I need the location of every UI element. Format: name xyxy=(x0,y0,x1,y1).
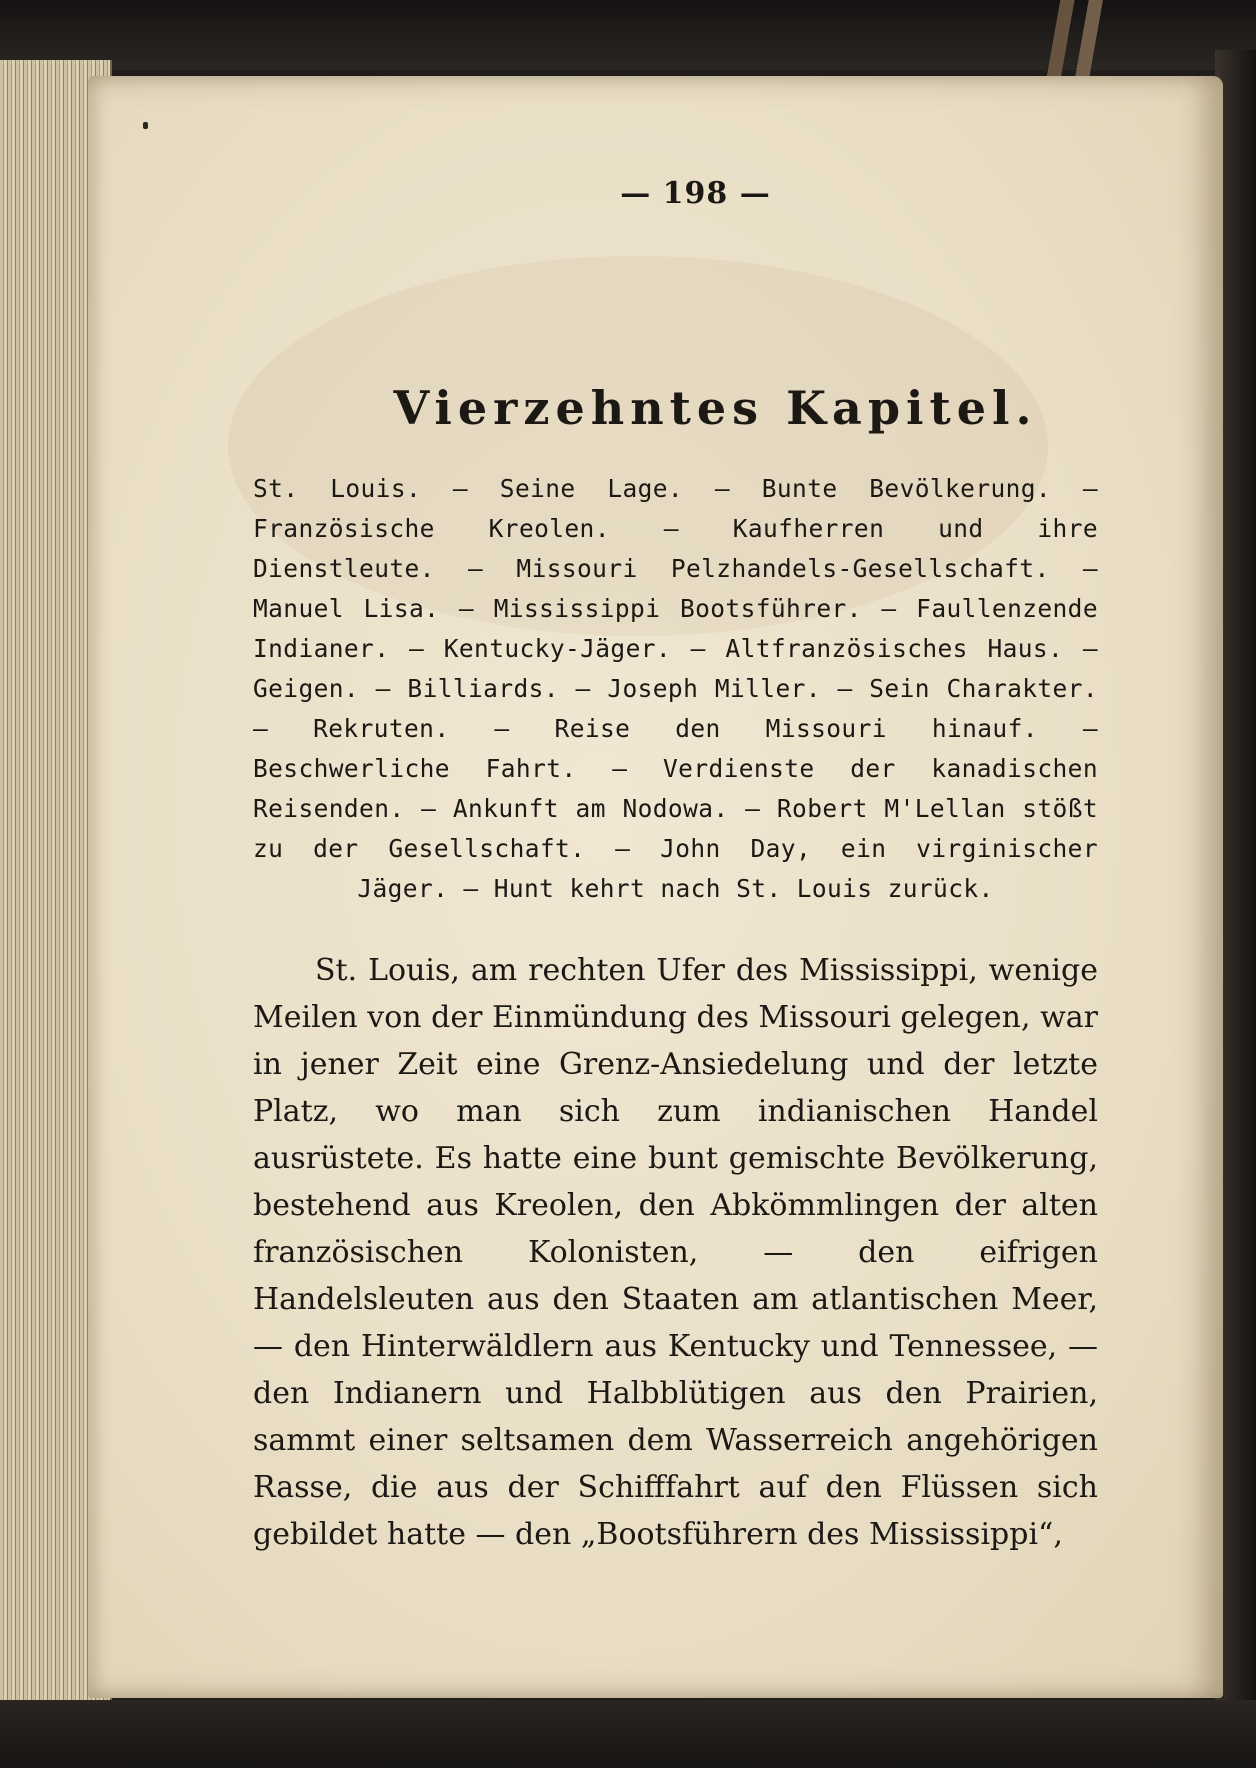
page-number: — 198 — xyxy=(620,176,771,211)
body-paragraph: St. Louis, am rechten Ufer des Mississippi, wenige Meilen von der Einmündung des Missouri gelegen, war in jener Zeit eine Grenz-Ansiedelung und der letzte Platz, wo man sich zum indianischen Handel ausrüstete. Es hatte eine bunt gemischte Bevölkerung, bestehend aus Kreolen, den Abkömmlingen der alten französischen Kolonisten, — den eifrigen Handelsleuten aus den Staaten am atlantischen Meer, — den Hinterwäldlern aus Kentucky und Tennessee, — den Indianern und Halbblütigen aus den Prairien, sammt einer seltsamen dem Wasserreich angehörigen Rasse, die aus der Schifffahrt auf den Flüssen sich gebildet hatte — den „Bootsführern des Mississippi“, xyxy=(253,953,1098,1552)
page-content xyxy=(253,176,1198,1558)
chapter-summary: St. Louis. — Seine Lage. — Bunte Bevölkerung. — Französische Kreolen. — Kaufherren und ihre Dienstleute. — Missouri Pelzhandels-Gesellschaft. — Manuel Lisa. — Mississippi Bootsführer. — Faullenzende Indianer. — Kentucky-Jäger. — Altfranzösisches Haus. — Geigen. — Billiards. — Joseph Miller. — Sein Charakter. — Rekruten. — Reise den Missouri hinauf. — Beschwerliche Fahrt. — Verdienste der kanadischen Reisenden. — Ankunft am Nodowa. — Robert M'Lellan stößt zu der Gesellschaft. — John Day, ein virginischer Jäger. — Hunt kehrt nach St. Louis zurück. xyxy=(253,474,1098,903)
chapter-title: Vierzehntes Kapitel. xyxy=(393,381,1038,435)
ink-speck xyxy=(143,122,148,129)
book-page xyxy=(88,76,1223,1698)
bookmark-ribbon xyxy=(1040,0,1130,80)
background-bottom xyxy=(0,1700,1256,1768)
